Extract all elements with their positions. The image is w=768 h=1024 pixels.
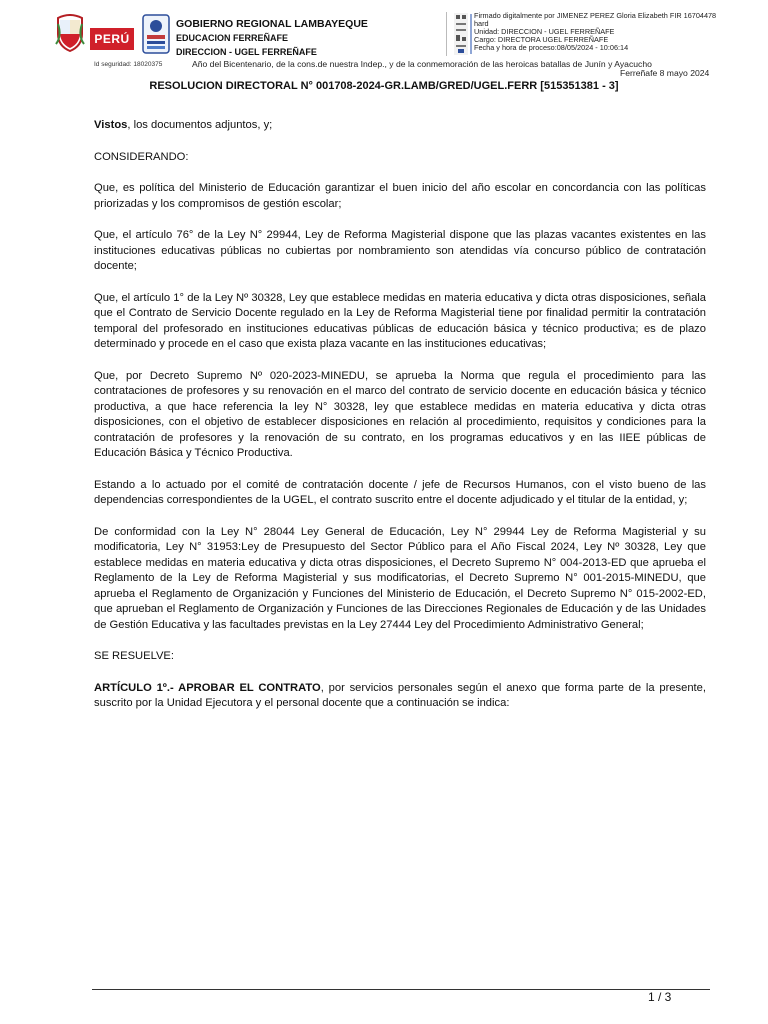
signature-line: hard bbox=[474, 19, 489, 28]
place-date: Ferreñafe 8 mayo 2024 bbox=[620, 68, 710, 78]
article-1-title: ARTÍCULO 1º.- APROBAR EL CONTRATO bbox=[94, 681, 321, 694]
page-number: 1 / 3 bbox=[648, 990, 672, 1004]
peru-coat-of-arms-icon bbox=[54, 14, 86, 52]
signature-line: Unidad: DIRECCION - UGEL FERREÑAFE bbox=[474, 27, 615, 36]
signature-line: Firmado digitalmente por JIMENEZ PEREZ Gloria Elizabeth FIR 16704478 bbox=[474, 11, 717, 20]
paragraph-4: Que, por Decreto Supremo Nº 020-2023-MINEDU, se aprueba la Norma que regula el procedimiento para las contrataciones de profesores y su renovación en el marco del contrato de servicio docente en educación básica y técnico productiva, a que hace referencia la ley N° 30328, ley que establece medidas en materia educativa y dicta otras disposiciones, con el objetivo de establecer disposiciones en relación al procedimiento, requisitos y condiciones para la contratación de profesores y la renovación de su contrato, en los programas educativos y en las IIEE públicas de Educación Básica y Técnico Productiva. bbox=[94, 369, 706, 459]
resolution-title: RESOLUCION DIRECTORAL N° 001708-2024-GR.LAMB/GRED/UGEL.FERR [515351381 - 3] bbox=[149, 80, 619, 92]
institution-unit: EDUCACION FERREÑAFE bbox=[176, 33, 289, 43]
paragraph-5: Estando a lo actuado por el comité de contratación docente / jefe de Recursos Humanos, con el visto bueno de las dependencias correspondientes de la UGEL, el contrato suscrito entre el docente adjudicado y el titular de la entidad, y; bbox=[94, 478, 706, 506]
digital-signature-text bbox=[474, 12, 764, 52]
vistos-paragraph bbox=[94, 118, 706, 134]
year-motto: Año del Bicentenario, de la cons.de nuestra Indep., y de la conmemoración de las heroicas batallas de Junín y Ayacucho bbox=[192, 59, 652, 69]
paragraph-3: Que, el artículo 1° de la Ley Nº 30328, Ley que establece medidas en materia educativa y dicta otras disposiciones, señala que el Contrato de Servicio Docente regulado en la Ley de Reforma Magisterial tiene por finalidad permitir la contratación temporal del profesorado en instituciones educativas públicas de educación básica y técnico productiva; es de plazo determinado y procede en el caso que exista plaza vacante en las instituciones educativas; bbox=[94, 291, 706, 350]
article-1 bbox=[94, 681, 706, 712]
se-resuelve-heading: SE RESUELVE: bbox=[94, 650, 174, 662]
vistos-label: Vistos bbox=[94, 119, 128, 131]
signature-seal-icon bbox=[454, 13, 468, 55]
considerando-heading: CONSIDERANDO: bbox=[94, 150, 189, 163]
institution-block bbox=[176, 17, 368, 59]
paragraph-6: De conformidad con la Ley N° 28044 Ley General de Educación, Ley N° 29944 Ley de Reforma Magisterial y su modificatoria, Ley N° 31953:Ley de Presupuesto del Sector Público para el Año Fiscal 2024, Ley Nº 30328, Ley que establece medidas en materia educativa y dicta otras disposiciones, el Decreto Supremo N° 004-2013-ED que aprueba el Reglamento de la Ley de Reforma Magisterial y sus modificatorias, el Decreto Supremo N° 001-2015-MINEDU, que aprueba el Reglamento de Organización y Funciones del Ministerio de Educación, el Decreto Supremo N° 015-2002-ED, que aprueban el Reglamento de Organización y Funciones de las Direcciones Regionales de Educación y de las Unidades de Gestión Educativa y las facultades previstas en la Ley 27444 Ley del Procedimiento Administrativo General; bbox=[94, 525, 706, 631]
ugel-ferrenafe-logo-icon bbox=[142, 14, 170, 54]
paragraph-2: Que, el artículo 76° de la Ley N° 29944, Ley de Reforma Magisterial dispone que las plazas vacantes existentes en las instituciones educativas públicas no cubiertas por nombramiento son atendidas vía concurso público de contratación docente; bbox=[94, 229, 706, 272]
vistos-text: , los documentos adjuntos, y; bbox=[127, 119, 273, 131]
footer-divider bbox=[92, 989, 710, 990]
signature-divider bbox=[470, 14, 472, 54]
resolution-body bbox=[94, 118, 706, 728]
peru-logo: PERÚ bbox=[90, 28, 134, 50]
security-id: Id seguridad: 18020375 bbox=[94, 61, 163, 68]
institution-office: DIRECCION - UGEL FERREÑAFE bbox=[176, 47, 317, 57]
signature-line: Cargo: DIRECTORA UGEL FERREÑAFE bbox=[474, 35, 609, 44]
paragraph-1: Que, es política del Ministerio de Educación garantizar el buen inicio del año escolar en concordancia con las políticas priorizadas y los compromisos de gestión escolar; bbox=[94, 182, 706, 210]
institution-name: GOBIERNO REGIONAL LAMBAYEQUE bbox=[176, 18, 368, 30]
article-1-text: , por servicios personales según el anexo que forma parte de la presente, suscrito por la Unidad Ejecutora y el personal docente que a continuación se indica: bbox=[94, 681, 706, 709]
signature-line: Fecha y hora de proceso:08/05/2024 - 10:06:14 bbox=[474, 43, 629, 52]
